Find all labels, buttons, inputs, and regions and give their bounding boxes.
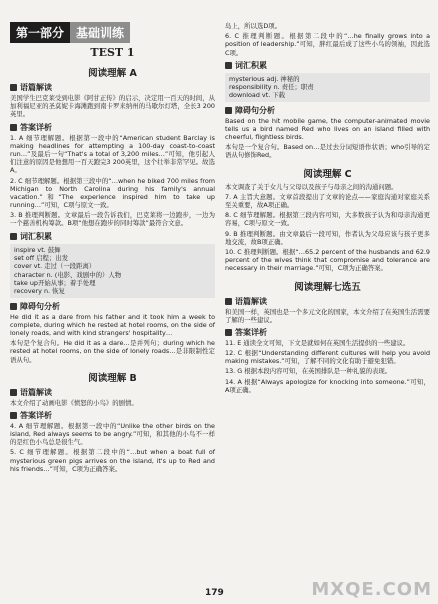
passage-summary-c: 本文调查了关于女儿与父母以及孩子与母亲之间的沟通问题。 bbox=[225, 182, 398, 191]
vocab-item: cover vt. 走过（一段距离） bbox=[14, 262, 96, 271]
tag-label: 词汇积累 bbox=[20, 231, 52, 241]
vocabulary-box bbox=[10, 244, 215, 298]
answer-9: 9. B 推理判断题。由文章最后一段可知，作者认为父母应该与孩子更多地交流，故B项正确。 bbox=[225, 229, 430, 246]
section-heading-b: 阅读理解 B bbox=[88, 372, 137, 384]
tag-label: 答案详析 bbox=[235, 327, 267, 337]
bullet-icon bbox=[10, 389, 17, 396]
bullet-icon bbox=[10, 412, 17, 419]
tag-vocabulary bbox=[225, 60, 430, 71]
answer-12: 12. C 根据“Understanding different cultures will help you avoid making mistakes.”可知，了解不同的文化有助于避免犯错。 bbox=[225, 349, 430, 366]
answer-10: 10. C 推理判断题。根据“…65.2 percent of the husbands and 62.9 percent of the wives think that compromise and tolerance are necessary in their marriage.”可知，C项为正确答案。 bbox=[225, 247, 430, 273]
answer-8: 8. C 细节理解题。根据第三段内容可知，大多数孩子认为和母亲沟通更容易，C项与原文一致。 bbox=[225, 211, 430, 228]
tag-discourse bbox=[10, 387, 215, 398]
continued-text: 岛上，所以选D项。 bbox=[225, 22, 282, 30]
sentence-analysis: 本句是一个复合句。Based on…是过去分词短语作状语；who引导的定语从句修饰Red。 bbox=[225, 143, 430, 160]
answer-1: 1. A 细节理解题。根据第一段中的“American student Barclay is making headlines for attempting a 100-day coast-to-coast run…”及最后一句“That's a total of 3,200 miles…”可知，他引起人们注意的原因是他想用一百天跑完3 200英里，这个壮举非常罕见。故选A。 bbox=[10, 133, 215, 175]
passage-summary-b: 本文介绍了动画电影《愤怒的小鸟》的剧情。 bbox=[10, 398, 138, 407]
difficult-sentence: Based on the hit mobile game, the computer-animated movie tells us a bird named Red who lives on an island filled with cheerful, flightless birds. bbox=[225, 116, 430, 142]
bullet-icon bbox=[225, 62, 232, 69]
bullet-icon bbox=[225, 107, 232, 114]
tag-label: 词汇积累 bbox=[235, 60, 267, 70]
answer-2: 2. C 细节理解题。根据第三段中的“…when he biked 700 miles from Michigan to North Carolina during his family's annual vacation.”和“The experience inspired him to take up running…”可知，C项与原文一致。 bbox=[10, 176, 215, 210]
section-heading-c: 阅读理解 C bbox=[303, 168, 352, 180]
watermark: MXQE.COM bbox=[311, 579, 432, 600]
tag-discourse bbox=[225, 296, 430, 307]
test-title: TEST 1 bbox=[90, 46, 135, 59]
tag-label: 语篇解读 bbox=[20, 83, 52, 92]
passage-summary-d: 和美国一样，英国也是一个多元文化的国家，本文介绍了在英国生活需要了解的一些建议。 bbox=[225, 307, 430, 324]
section-heading-d: 阅读理解七选五 bbox=[294, 281, 361, 293]
tag-difficult-sentence bbox=[225, 105, 430, 116]
tag-answers bbox=[10, 122, 215, 133]
vocab-item: set off 启程；出发 bbox=[14, 253, 69, 262]
tag-answers bbox=[10, 410, 215, 421]
part-label: 第一部分 bbox=[10, 22, 70, 43]
left-column bbox=[10, 0, 215, 475]
difficult-sentence: He did it as a dare from his father and it took him a week to complete, during which he rested at hotel rooms, on the side of lonely roads, and with kind strangers' hospitality… bbox=[10, 312, 215, 337]
answer-5: 5. C 细节理解题。根据第二段中的“…but when a boat full of mysterious green pigs arrives on the island, it's up to Red and his friends…”可知，C项为正确答案。 bbox=[10, 448, 215, 473]
sentence-analysis: 本句是个复合句。He did it as a dare…是并列句；during which he rested at hotel rooms, on the side of lonely roads…是非限制性定语从句。 bbox=[10, 339, 215, 364]
tag-label: 障碍句分析 bbox=[235, 105, 275, 115]
vocab-item: mysterious adj. 神秘的 bbox=[229, 74, 300, 83]
page-number: 179 bbox=[205, 588, 224, 598]
answer-14: 14. A 根据“Always apologize for knocking into someone.”可知，A项正确。 bbox=[225, 377, 430, 394]
vocab-item: recovery n. 恢复 bbox=[14, 287, 65, 296]
bullet-icon bbox=[10, 303, 17, 310]
answer-6: 6. C 推理判断题。根据第二段中的“…he finally grows into a position of leadership.”可知，胖红最后成了这些小鸟的领袖，因此选C项。 bbox=[225, 32, 430, 57]
section-heading-a: 阅读理解 A bbox=[88, 68, 137, 79]
answer-4: 4. A 细节理解题。根据第一段中的“Unlike the other birds on the island, Red always seems to be angry.”可知，和其他的小鸟不一样的是红色小鸟总是很生气。 bbox=[10, 421, 215, 447]
tag-difficult-sentence bbox=[10, 301, 215, 312]
bullet-icon bbox=[225, 298, 232, 305]
tag-discourse bbox=[10, 82, 215, 93]
bullet-icon bbox=[225, 329, 232, 336]
tag-vocabulary bbox=[10, 231, 215, 242]
tag-label: 答案详析 bbox=[20, 410, 52, 420]
tag-label: 障碍句分析 bbox=[20, 301, 60, 311]
tag-label: 语篇解读 bbox=[235, 296, 267, 306]
part-title: 基础训练 bbox=[70, 22, 130, 43]
tag-label: 答案详析 bbox=[20, 122, 52, 132]
vocab-item: inspire vt. 鼓舞 bbox=[14, 245, 61, 254]
bullet-icon bbox=[10, 124, 17, 131]
vocabulary-box bbox=[225, 73, 430, 102]
tag-label: 语篇解读 bbox=[20, 387, 52, 397]
vocab-item: download vt. 下载 bbox=[229, 91, 286, 100]
passage-summary-a: 美国学生巴克莱受到电影《阿甘正传》的启示，决定用一百天的时间，从加利福尼亚的圣莫妮卡海滩跑到南卡罗来纳州的马歇尔灯塔，全长3 200英里。 bbox=[10, 94, 215, 119]
bullet-icon bbox=[10, 233, 17, 240]
answer-13: 13. G 根据本段内容可知，在英国排队是一种礼貌的表现。 bbox=[225, 367, 392, 376]
vocab-item: take up开始从事；着手处理 bbox=[14, 278, 96, 287]
right-column bbox=[225, 0, 430, 396]
answer-7: 7. A 主旨大意题。文章首段提出了文章的论点——家庭沟通对家庭关系至关重要，故A项正确。 bbox=[225, 192, 430, 210]
answer-3: 3. B 推理判断题。文章最后一段告诉我们，巴克莱将一边跑步，一边为一个慈善机构筹款。B项“他想在跑步的同时筹款”最符合文意。 bbox=[10, 211, 215, 228]
vocab-item: responsibility n. 责任；职责 bbox=[229, 83, 314, 92]
section-banner bbox=[10, 22, 215, 42]
tag-answers bbox=[225, 327, 430, 338]
bullet-icon bbox=[10, 84, 17, 91]
vocab-item: character n. (电影、戏剧中的）人物 bbox=[14, 270, 122, 279]
answer-11: 11. E 通读全文可知，下文是就如何在英国生活提供的一些建议。 bbox=[225, 338, 410, 347]
